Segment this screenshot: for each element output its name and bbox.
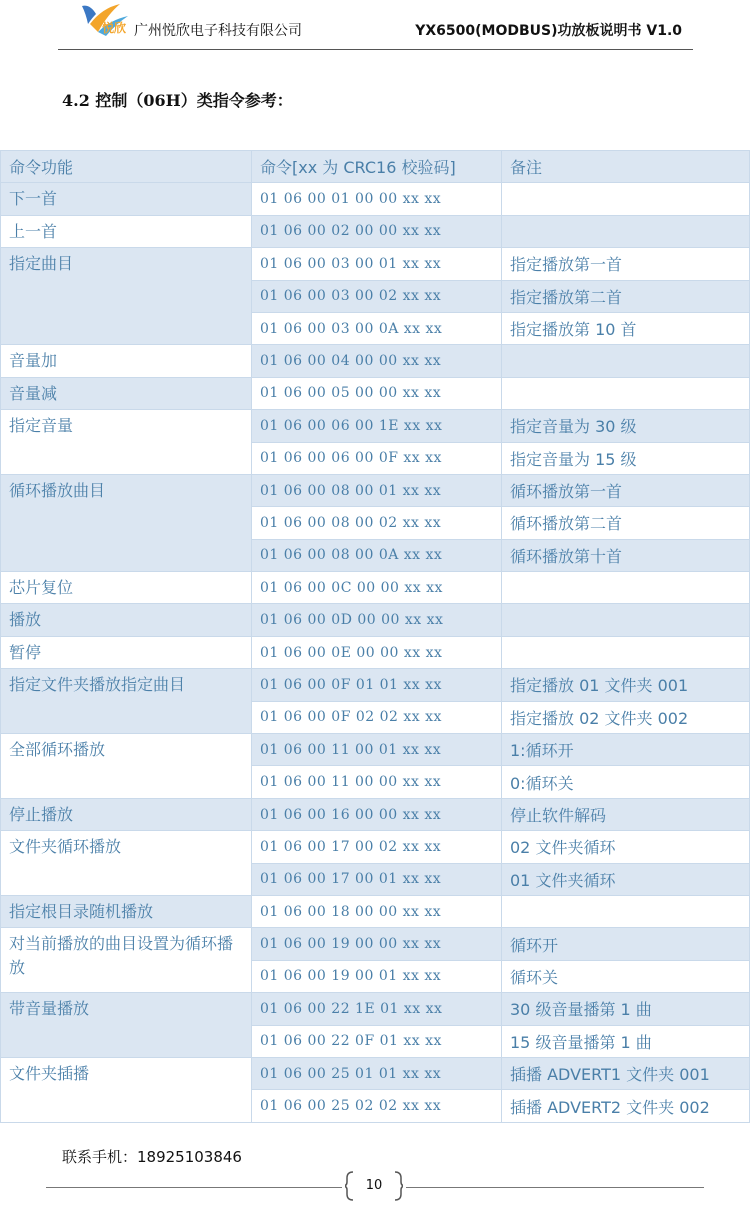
command-code: 01 06 00 11 00 01 xx xx	[252, 734, 502, 766]
footer-divider-left	[46, 1187, 342, 1188]
command-note	[502, 604, 750, 636]
table-row	[1, 215, 750, 247]
command-function: 指定根目录随机播放	[1, 895, 252, 927]
command-note	[502, 895, 750, 927]
table-row	[1, 1057, 750, 1089]
command-note: 循环开	[502, 928, 750, 960]
command-code: 01 06 00 03 00 02 xx xx	[252, 280, 502, 312]
command-code: 01 06 00 11 00 00 xx xx	[252, 766, 502, 798]
command-code: 01 06 00 19 00 01 xx xx	[252, 960, 502, 992]
command-function: 指定曲目	[1, 248, 252, 345]
command-note: 插播 ADVERT2 文件夹 002	[502, 1090, 750, 1122]
command-note: 0:循环关	[502, 766, 750, 798]
command-note	[502, 636, 750, 668]
table-row	[1, 636, 750, 668]
command-code: 01 06 00 25 02 02 xx xx	[252, 1090, 502, 1122]
command-code: 01 06 00 08 00 01 xx xx	[252, 474, 502, 506]
command-note: 循环关	[502, 960, 750, 992]
table-row	[1, 410, 750, 442]
command-function: 对当前播放的曲目设置为循环播放	[1, 928, 252, 993]
command-code: 01 06 00 25 01 01 xx xx	[252, 1057, 502, 1089]
command-note	[502, 572, 750, 604]
company-name: 广州悦欣电子科技有限公司	[134, 23, 302, 39]
command-function: 带音量播放	[1, 993, 252, 1058]
command-function: 文件夹循环播放	[1, 831, 252, 896]
command-code: 01 06 00 01 00 00 xx xx	[252, 183, 502, 215]
table-row	[1, 377, 750, 409]
page-number-box	[345, 1170, 403, 1202]
command-function: 指定音量	[1, 410, 252, 475]
command-function: 芯片复位	[1, 572, 252, 604]
table-row	[1, 345, 750, 377]
section-title: 4.2 控制（06H）类指令参考：	[62, 91, 293, 110]
command-function: 下一首	[1, 183, 252, 215]
command-note: 15 级音量播第 1 曲	[502, 1025, 750, 1057]
command-code: 01 06 00 02 00 00 xx xx	[252, 215, 502, 247]
command-function: 音量加	[1, 345, 252, 377]
contact-phone: 联系手机：18925103846	[62, 1148, 242, 1166]
command-note: 01 文件夹循环	[502, 863, 750, 895]
command-note: 02 文件夹循环	[502, 831, 750, 863]
table-row	[1, 928, 750, 960]
command-code: 01 06 00 06 00 1E xx xx	[252, 410, 502, 442]
command-code: 01 06 00 17 00 01 xx xx	[252, 863, 502, 895]
command-code: 01 06 00 03 00 0A xx xx	[252, 312, 502, 344]
table-row	[1, 248, 750, 280]
command-note	[502, 345, 750, 377]
command-table	[0, 150, 750, 1123]
header-function: 命令功能	[1, 151, 252, 183]
command-code: 01 06 00 22 0F 01 xx xx	[252, 1025, 502, 1057]
command-code: 01 06 00 03 00 01 xx xx	[252, 248, 502, 280]
header-note: 备注	[502, 151, 750, 183]
command-code: 01 06 00 0D 00 00 xx xx	[252, 604, 502, 636]
command-note: 停止软件解码	[502, 798, 750, 830]
command-note: 指定播放第一首	[502, 248, 750, 280]
command-function: 音量减	[1, 377, 252, 409]
command-code: 01 06 00 19 00 00 xx xx	[252, 928, 502, 960]
table-row	[1, 474, 750, 506]
command-note: 循环播放第二首	[502, 507, 750, 539]
command-code: 01 06 00 08 00 0A xx xx	[252, 539, 502, 571]
table-row	[1, 183, 750, 215]
page-header	[0, 0, 750, 54]
header-divider	[58, 49, 693, 50]
command-note: 插播 ADVERT1 文件夹 001	[502, 1057, 750, 1089]
header-command: 命令[xx 为 CRC16 校验码]	[252, 151, 502, 183]
command-function: 上一首	[1, 215, 252, 247]
table-row	[1, 798, 750, 830]
command-code: 01 06 00 0F 01 01 xx xx	[252, 669, 502, 701]
command-code: 01 06 00 17 00 02 xx xx	[252, 831, 502, 863]
table-row	[1, 895, 750, 927]
table-row	[1, 831, 750, 863]
command-code: 01 06 00 06 00 0F xx xx	[252, 442, 502, 474]
command-note: 指定播放第 10 首	[502, 312, 750, 344]
footer-divider-right	[406, 1187, 704, 1188]
table-row	[1, 604, 750, 636]
command-code: 01 06 00 16 00 00 xx xx	[252, 798, 502, 830]
command-code: 01 06 00 18 00 00 xx xx	[252, 895, 502, 927]
command-note: 循环播放第十首	[502, 539, 750, 571]
command-code: 01 06 00 0F 02 02 xx xx	[252, 701, 502, 733]
command-note: 指定播放 02 文件夹 002	[502, 701, 750, 733]
command-note: 指定播放 01 文件夹 001	[502, 669, 750, 701]
command-code: 01 06 00 04 00 00 xx xx	[252, 345, 502, 377]
command-note: 指定音量为 15 级	[502, 442, 750, 474]
command-function: 循环播放曲目	[1, 474, 252, 571]
command-note	[502, 183, 750, 215]
command-code: 01 06 00 08 00 02 xx xx	[252, 507, 502, 539]
command-function: 播放	[1, 604, 252, 636]
table-row	[1, 734, 750, 766]
command-note: 指定播放第二首	[502, 280, 750, 312]
command-code: 01 06 00 0E 00 00 xx xx	[252, 636, 502, 668]
command-note	[502, 377, 750, 409]
command-function: 文件夹插播	[1, 1057, 252, 1122]
command-function: 全部循环播放	[1, 734, 252, 799]
command-function: 暂停	[1, 636, 252, 668]
table-row	[1, 572, 750, 604]
command-code: 01 06 00 0C 00 00 xx xx	[252, 572, 502, 604]
table-row	[1, 669, 750, 701]
command-note: 30 级音量播第 1 曲	[502, 993, 750, 1025]
command-code: 01 06 00 05 00 00 xx xx	[252, 377, 502, 409]
command-note: 指定音量为 30 级	[502, 410, 750, 442]
command-function: 指定文件夹播放指定曲目	[1, 669, 252, 734]
command-note: 1:循环开	[502, 734, 750, 766]
logo-text: 悦欣	[102, 21, 127, 35]
company-logo-icon	[80, 2, 130, 38]
table-header-row	[1, 151, 750, 183]
command-note: 循环播放第一首	[502, 474, 750, 506]
command-code: 01 06 00 22 1E 01 xx xx	[252, 993, 502, 1025]
command-function: 停止播放	[1, 798, 252, 830]
page-number: 10	[365, 1178, 383, 1193]
table-row	[1, 993, 750, 1025]
command-note	[502, 215, 750, 247]
manual-title: YX6500(MODBUS)功放板说明书 V1.0	[415, 23, 682, 39]
